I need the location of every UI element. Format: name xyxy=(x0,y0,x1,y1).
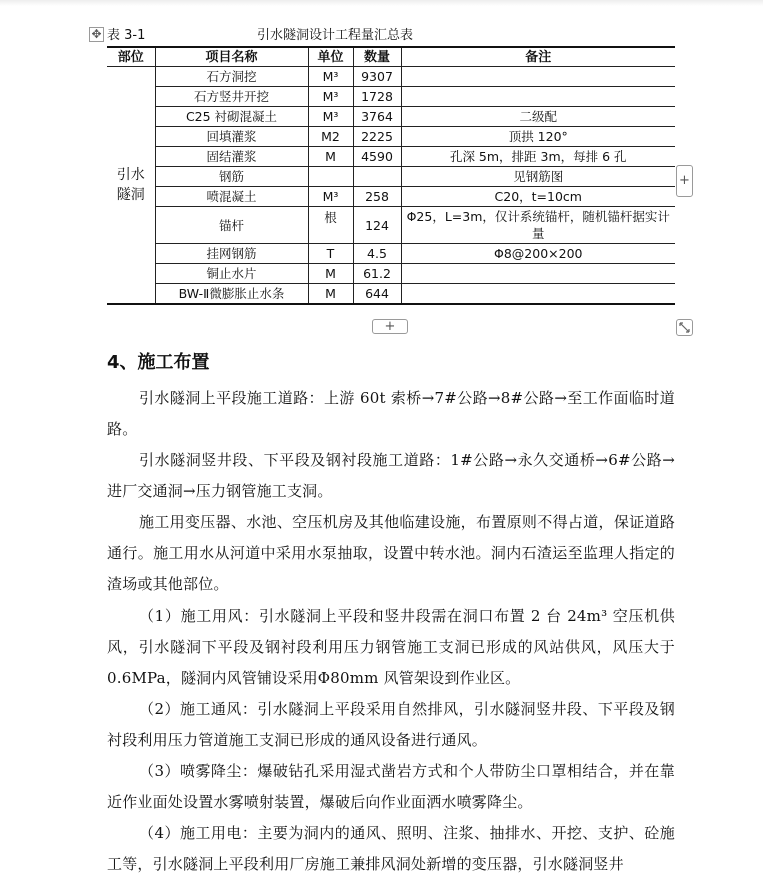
unit-cell[interactable]: M³ xyxy=(308,67,353,87)
paragraph: 引水隧洞竖井段、下平段及钢衬段施工道路：1#公路→永久交通桥→6#公路→进厂交通洞→压力钢管施工支洞。 xyxy=(107,451,675,500)
item-name-cell[interactable]: 石方洞挖 xyxy=(155,67,308,87)
note-cell[interactable]: 二级配 xyxy=(401,107,675,127)
unit-cell[interactable]: T xyxy=(308,244,353,264)
note-cell[interactable] xyxy=(401,284,675,305)
unit-cell[interactable]: M2 xyxy=(308,127,353,147)
paragraph: （4）施工用电：主要为洞内的通风、照明、注浆、抽排水、开挖、支护、砼施工等，引水隧洞上平段利用厂房施工兼排风洞处新增的变压器，引水隧洞竖井 xyxy=(107,824,675,873)
quantity-cell[interactable]: 3764 xyxy=(353,107,401,127)
table-row[interactable] xyxy=(107,284,675,305)
item-name-cell[interactable]: 钢筋 xyxy=(155,167,308,187)
paragraph: 引水隧洞上平段施工道路：上游 60t 索桥→7#公路→8#公路→至工作面临时道路。 xyxy=(107,389,675,438)
unit-cell[interactable] xyxy=(308,167,353,187)
unit-cell[interactable]: 根 xyxy=(308,207,353,244)
header-quantity: 数量 xyxy=(353,47,401,67)
item-name-cell[interactable]: 铜止水片 xyxy=(155,264,308,284)
quantity-cell[interactable]: 4.5 xyxy=(353,244,401,264)
table-row[interactable] xyxy=(107,264,675,284)
note-cell[interactable]: 见钢筋图 xyxy=(401,167,675,187)
table-caption-label: 表 3-1 xyxy=(107,28,146,43)
table-caption-title: 引水隧洞设计工程量汇总表 xyxy=(257,28,414,43)
item-name-cell[interactable]: 挂网钢筋 xyxy=(155,244,308,264)
note-cell[interactable]: 顶拱 120° xyxy=(401,127,675,147)
quantity-cell[interactable]: 258 xyxy=(353,187,401,207)
note-cell[interactable] xyxy=(401,87,675,107)
quantity-cell[interactable]: 61.2 xyxy=(353,264,401,284)
header-part: 部位 xyxy=(107,47,155,67)
note-cell[interactable] xyxy=(401,67,675,87)
table-row[interactable] xyxy=(107,107,675,127)
unit-cell[interactable]: M xyxy=(308,147,353,167)
table-row[interactable] xyxy=(107,127,675,147)
table-row[interactable] xyxy=(107,167,675,187)
quantity-cell[interactable]: 2225 xyxy=(353,127,401,147)
unit-cell[interactable]: M³ xyxy=(308,107,353,127)
item-name-cell[interactable]: 锚杆 xyxy=(155,207,308,244)
table-resize-handle-icon[interactable] xyxy=(676,319,693,336)
table-move-handle-icon[interactable]: ✥ xyxy=(89,27,104,42)
section-heading: 4、施工布置 xyxy=(107,352,210,373)
unit-cell[interactable]: M³ xyxy=(308,187,353,207)
paragraph: （3）喷雾降尘：爆破钻孔采用湿式凿岩方式和个人带防尘口罩相结合，并在靠近作业面处设置水雾喷射装置，爆破后向作业面洒水喷雾降尘。 xyxy=(107,762,675,811)
table-row[interactable] xyxy=(107,187,675,207)
quantity-cell[interactable]: 4590 xyxy=(353,147,401,167)
part-cell[interactable] xyxy=(107,67,155,305)
table-row[interactable] xyxy=(107,147,675,167)
quantity-cell[interactable]: 124 xyxy=(353,207,401,244)
note-cell[interactable]: Φ8@200×200 xyxy=(401,244,675,264)
table-row[interactable] xyxy=(107,244,675,264)
quantity-cell[interactable]: 1728 xyxy=(353,87,401,107)
header-unit: 单位 xyxy=(308,47,353,67)
part-label: 引水隧洞 xyxy=(116,167,145,203)
table-row[interactable] xyxy=(107,87,675,107)
unit-cell[interactable]: M xyxy=(308,284,353,305)
note-cell[interactable] xyxy=(401,264,675,284)
note-cell[interactable]: Φ25，L=3m，仅计系统锚杆，随机锚杆据实计量 xyxy=(401,207,675,244)
item-name-cell[interactable]: 喷混凝土 xyxy=(155,187,308,207)
paragraph: 施工用变压器、水池、空压机房及其他临建设施，布置原则不得占道，保证道路通行。施工用水从河道中采用水泵抽取，设置中转水池。洞内石渣运至监理人指定的渣场或其他部位。 xyxy=(107,513,675,593)
note-cell[interactable]: 孔深 5m，排距 3m，每排 6 孔 xyxy=(401,147,675,167)
item-name-cell[interactable]: C25 衬砌混凝土 xyxy=(155,107,308,127)
item-name-cell[interactable]: 石方竖井开挖 xyxy=(155,87,308,107)
item-name-cell[interactable]: BW-Ⅱ微膨胀止水条 xyxy=(155,284,308,305)
quantity-table[interactable] xyxy=(107,46,675,305)
table-caption xyxy=(107,27,414,45)
item-name-cell[interactable]: 回填灌浆 xyxy=(155,127,308,147)
paragraph: （2）施工通风：引水隧洞上平段采用自然排风，引水隧洞竖井段、下平段及钢衬段利用压力管道施工支洞已形成的通风设备进行通风。 xyxy=(107,700,675,749)
quantity-cell[interactable] xyxy=(353,167,401,187)
resize-arrows-icon xyxy=(679,322,690,333)
header-item-name: 项目名称 xyxy=(155,47,308,67)
table-header-row xyxy=(107,47,675,67)
header-note: 备注 xyxy=(401,47,675,67)
table-row[interactable] xyxy=(107,67,675,87)
paragraph: （1）施工用风：引水隧洞上平段和竖井段需在洞口布置 2 台 24m³ 空压机供风，引水隧洞下平段及钢衬段利用压力钢管施工支洞已形成的风站供风，风压大于 0.6MPa，隧洞内风管铺设采用Φ80mm 风管架设到作业区。 xyxy=(107,607,675,687)
unit-cell[interactable]: M³ xyxy=(308,87,353,107)
quantity-cell[interactable]: 9307 xyxy=(353,67,401,87)
quantity-cell[interactable]: 644 xyxy=(353,284,401,305)
table-row[interactable] xyxy=(107,207,675,244)
note-cell[interactable]: C20，t=10cm xyxy=(401,187,675,207)
item-name-cell[interactable]: 固结灌浆 xyxy=(155,147,308,167)
add-row-button[interactable]: + xyxy=(372,319,408,334)
unit-cell[interactable]: M xyxy=(308,264,353,284)
page-top-edge xyxy=(0,0,763,6)
add-column-button[interactable]: + xyxy=(676,165,693,197)
